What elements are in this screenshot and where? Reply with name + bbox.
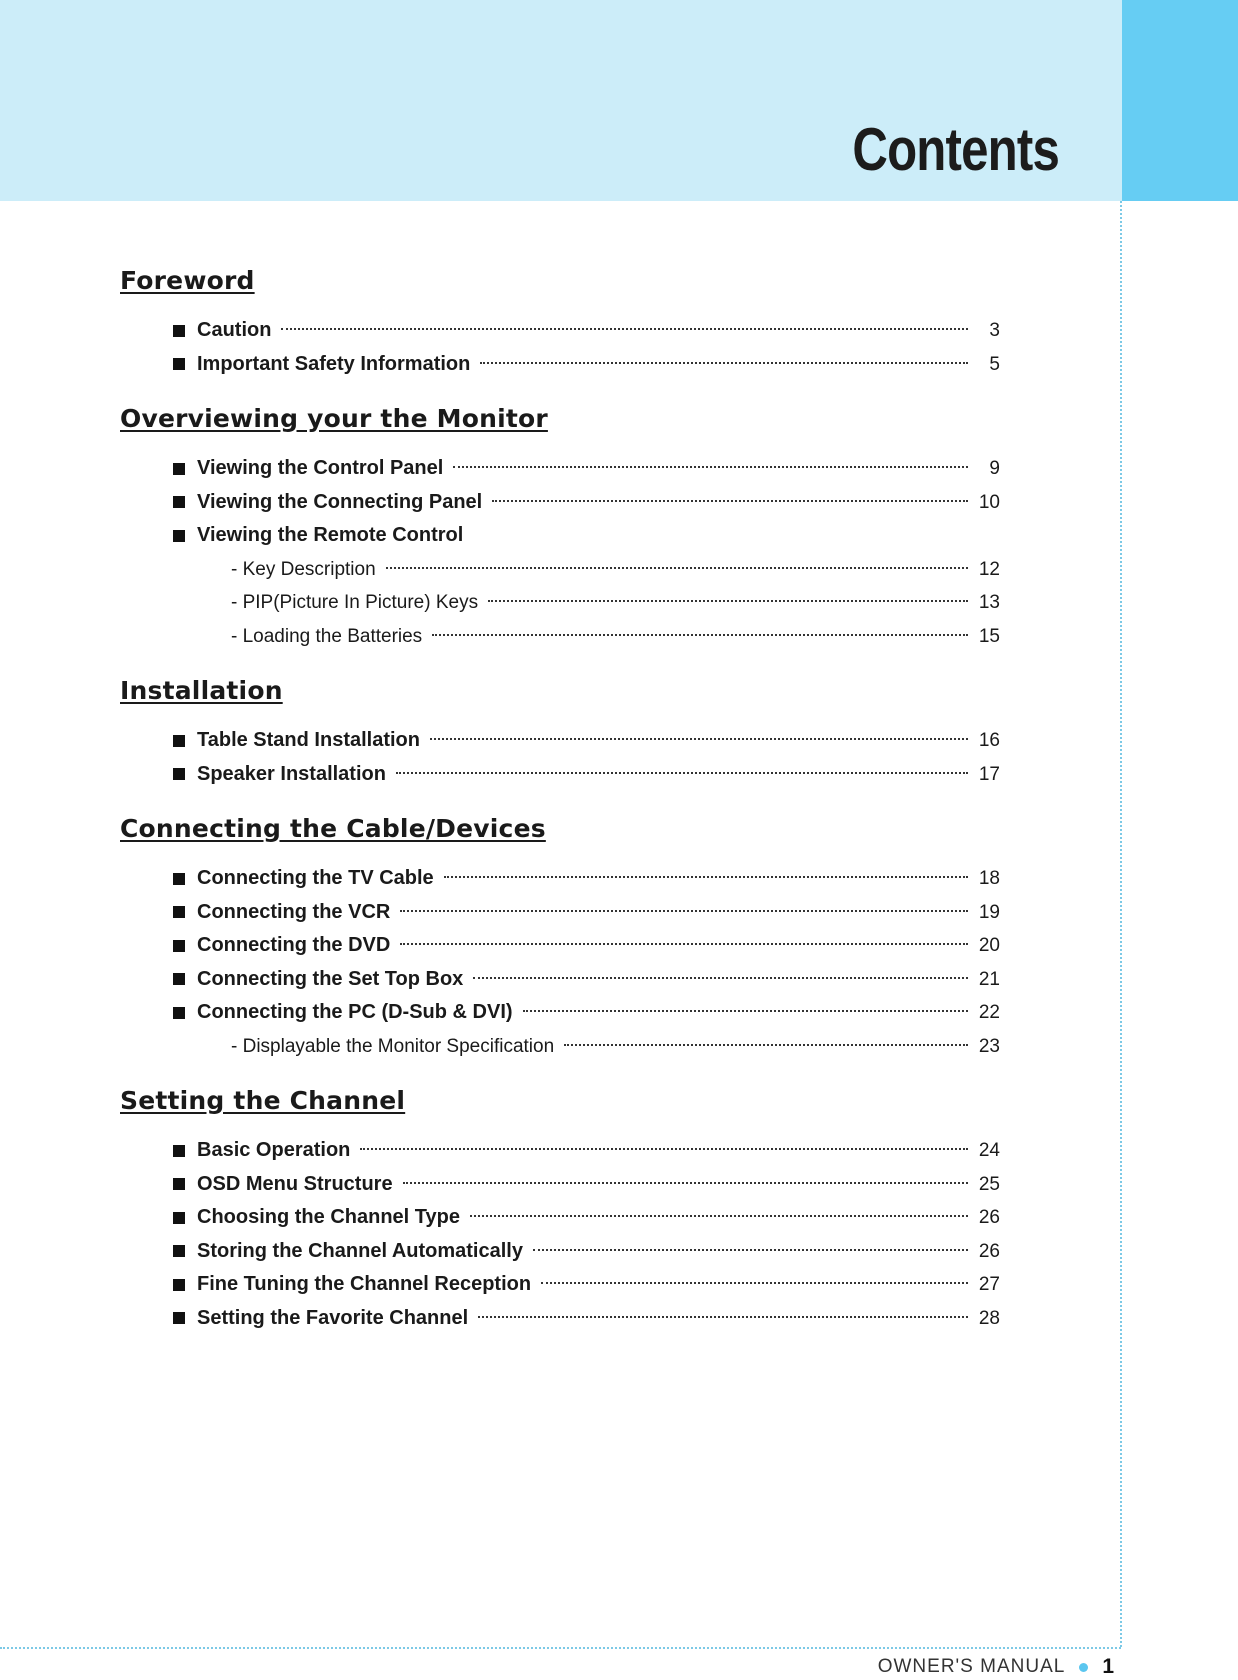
entry-page-number: 10 [978, 491, 1000, 513]
toc-entry [120, 996, 1000, 1030]
dot-leader [444, 876, 968, 878]
square-bullet-icon [173, 496, 185, 508]
square-bullet-icon [173, 940, 185, 952]
toc-entry [120, 862, 1000, 896]
square-bullet-icon [173, 735, 185, 747]
dot-leader [473, 977, 968, 979]
square-bullet-icon [173, 973, 185, 985]
entry-label: Connecting the DVD [197, 934, 391, 956]
right-dotted-rule [1120, 201, 1122, 1647]
section-title: Foreword [120, 266, 255, 295]
dot-leader [396, 772, 968, 774]
square-bullet-icon [173, 463, 185, 475]
toc-section [120, 403, 1000, 653]
square-bullet-icon [173, 1279, 185, 1291]
dot-leader [480, 362, 968, 364]
toc-section [120, 265, 1000, 381]
footer [878, 1654, 1114, 1680]
dot-leader [488, 600, 968, 602]
entry-label: Connecting the PC (D-Sub & DVI) [197, 1001, 513, 1023]
toc-entry [120, 486, 1000, 520]
footer-label: OWNER'S MANUAL [877, 1656, 1066, 1677]
entry-page-number: 28 [978, 1307, 1000, 1329]
entry-label: Viewing the Remote Control [197, 524, 464, 546]
dot-leader [403, 1182, 968, 1184]
entry-label: OSD Menu Structure [197, 1172, 393, 1195]
toc-entry [120, 896, 1000, 930]
toc-entry [120, 1201, 1000, 1235]
square-bullet-icon [173, 325, 185, 337]
dot-leader [533, 1249, 968, 1251]
dot-leader [523, 1010, 968, 1012]
entry-label: Setting the Favorite Channel [197, 1306, 469, 1329]
table-of-contents [120, 265, 1000, 1357]
toc-entry [120, 929, 1000, 963]
square-bullet-icon [173, 1245, 185, 1257]
toc-subentry [120, 553, 1000, 587]
square-bullet-icon [173, 873, 185, 885]
dot-leader [453, 466, 968, 468]
dot-leader [281, 328, 968, 330]
entry-page-number: 18 [978, 868, 1000, 889]
toc-entry [120, 519, 1000, 553]
footer-dot-icon [1079, 1663, 1088, 1672]
square-bullet-icon [173, 1312, 185, 1324]
bottom-dotted-rule [0, 1647, 1121, 1649]
toc-entry [120, 452, 1000, 486]
square-bullet-icon [173, 358, 185, 370]
toc-section [120, 813, 1000, 1063]
dot-leader [400, 943, 968, 945]
entry-label: Speaker Installation [197, 762, 386, 785]
dot-leader [470, 1215, 968, 1217]
square-bullet-icon [173, 1007, 185, 1019]
dot-leader [492, 500, 968, 502]
entry-page-number: 15 [978, 625, 1000, 647]
entry-label: Storing the Channel Automatically [197, 1239, 523, 1262]
entry-page-number: 13 [978, 592, 1000, 613]
section-title: Overviewing your the Monitor [120, 404, 548, 433]
toc-entry [120, 1235, 1000, 1269]
toc-section [120, 1085, 1000, 1335]
square-bullet-icon [173, 906, 185, 918]
entry-label: Viewing the Control Panel [197, 457, 444, 479]
toc-section [120, 675, 1000, 791]
entry-page-number: 19 [978, 901, 1000, 923]
page-title: Contents [852, 116, 1059, 183]
entry-page-number: 5 [989, 353, 1000, 375]
square-bullet-icon [173, 1145, 185, 1157]
entry-label: Connecting the VCR [197, 900, 391, 923]
entry-page-number: 12 [978, 558, 1000, 580]
toc-entry [120, 1134, 1000, 1168]
toc-entry [120, 1168, 1000, 1202]
dot-leader [564, 1044, 968, 1046]
entry-page-number: 9 [989, 458, 1000, 479]
entry-page-number: 23 [978, 1035, 1000, 1057]
square-bullet-icon [173, 1178, 185, 1190]
square-bullet-icon [173, 768, 185, 780]
entry-label: - PIP(Picture In Picture) Keys [231, 592, 479, 613]
toc-entry [120, 314, 1000, 348]
entry-page-number: 20 [978, 935, 1000, 956]
dot-leader [400, 910, 968, 912]
entry-page-number: 16 [978, 730, 1000, 751]
dot-leader [432, 634, 968, 636]
entry-label: Connecting the Set Top Box [197, 967, 464, 990]
entry-label: - Displayable the Monitor Specification [231, 1035, 555, 1057]
toc-entry [120, 758, 1000, 792]
entry-label: - Key Description [231, 558, 376, 580]
toc-subentry [120, 1030, 1000, 1064]
toc-entry [120, 963, 1000, 997]
entry-page-number: 27 [978, 1274, 1000, 1295]
entry-label: Fine Tuning the Channel Reception [197, 1273, 532, 1295]
toc-entry [120, 1302, 1000, 1336]
toc-entry [120, 348, 1000, 382]
section-title: Setting the Channel [120, 1086, 406, 1115]
entry-label: Basic Operation [197, 1139, 351, 1161]
entry-label: Table Stand Installation [197, 729, 420, 751]
toc-subentry [120, 620, 1000, 654]
entry-page-number: 22 [978, 1002, 1000, 1023]
entry-label: Viewing the Connecting Panel [197, 490, 483, 513]
dot-leader [386, 567, 968, 569]
toc-subentry [120, 586, 1000, 620]
entry-page-number: 3 [989, 320, 1000, 341]
entry-label: - Loading the Batteries [231, 625, 423, 647]
section-title: Installation [120, 676, 283, 705]
dot-leader [360, 1148, 968, 1150]
entry-page-number: 25 [978, 1173, 1000, 1195]
entry-label: Caution [197, 319, 272, 341]
section-title: Connecting the Cable/Devices [120, 814, 546, 843]
entry-page-number: 26 [978, 1240, 1000, 1262]
toc-entry [120, 724, 1000, 758]
square-bullet-icon [173, 530, 185, 542]
header-tab-accent [1122, 0, 1238, 201]
entry-label: Connecting the TV Cable [197, 867, 434, 889]
entry-label: Important Safety Information [197, 352, 471, 375]
entry-page-number: 24 [978, 1140, 1000, 1161]
toc-entry [120, 1268, 1000, 1302]
entry-page-number: 17 [978, 763, 1000, 785]
entry-page-number: 21 [978, 968, 1000, 990]
square-bullet-icon [173, 1212, 185, 1224]
entry-page-number: 26 [978, 1207, 1000, 1228]
page-number: 1 [1102, 1655, 1114, 1678]
dot-leader [478, 1316, 968, 1318]
entry-label: Choosing the Channel Type [197, 1206, 460, 1228]
dot-leader [430, 738, 968, 740]
dot-leader [541, 1282, 968, 1284]
